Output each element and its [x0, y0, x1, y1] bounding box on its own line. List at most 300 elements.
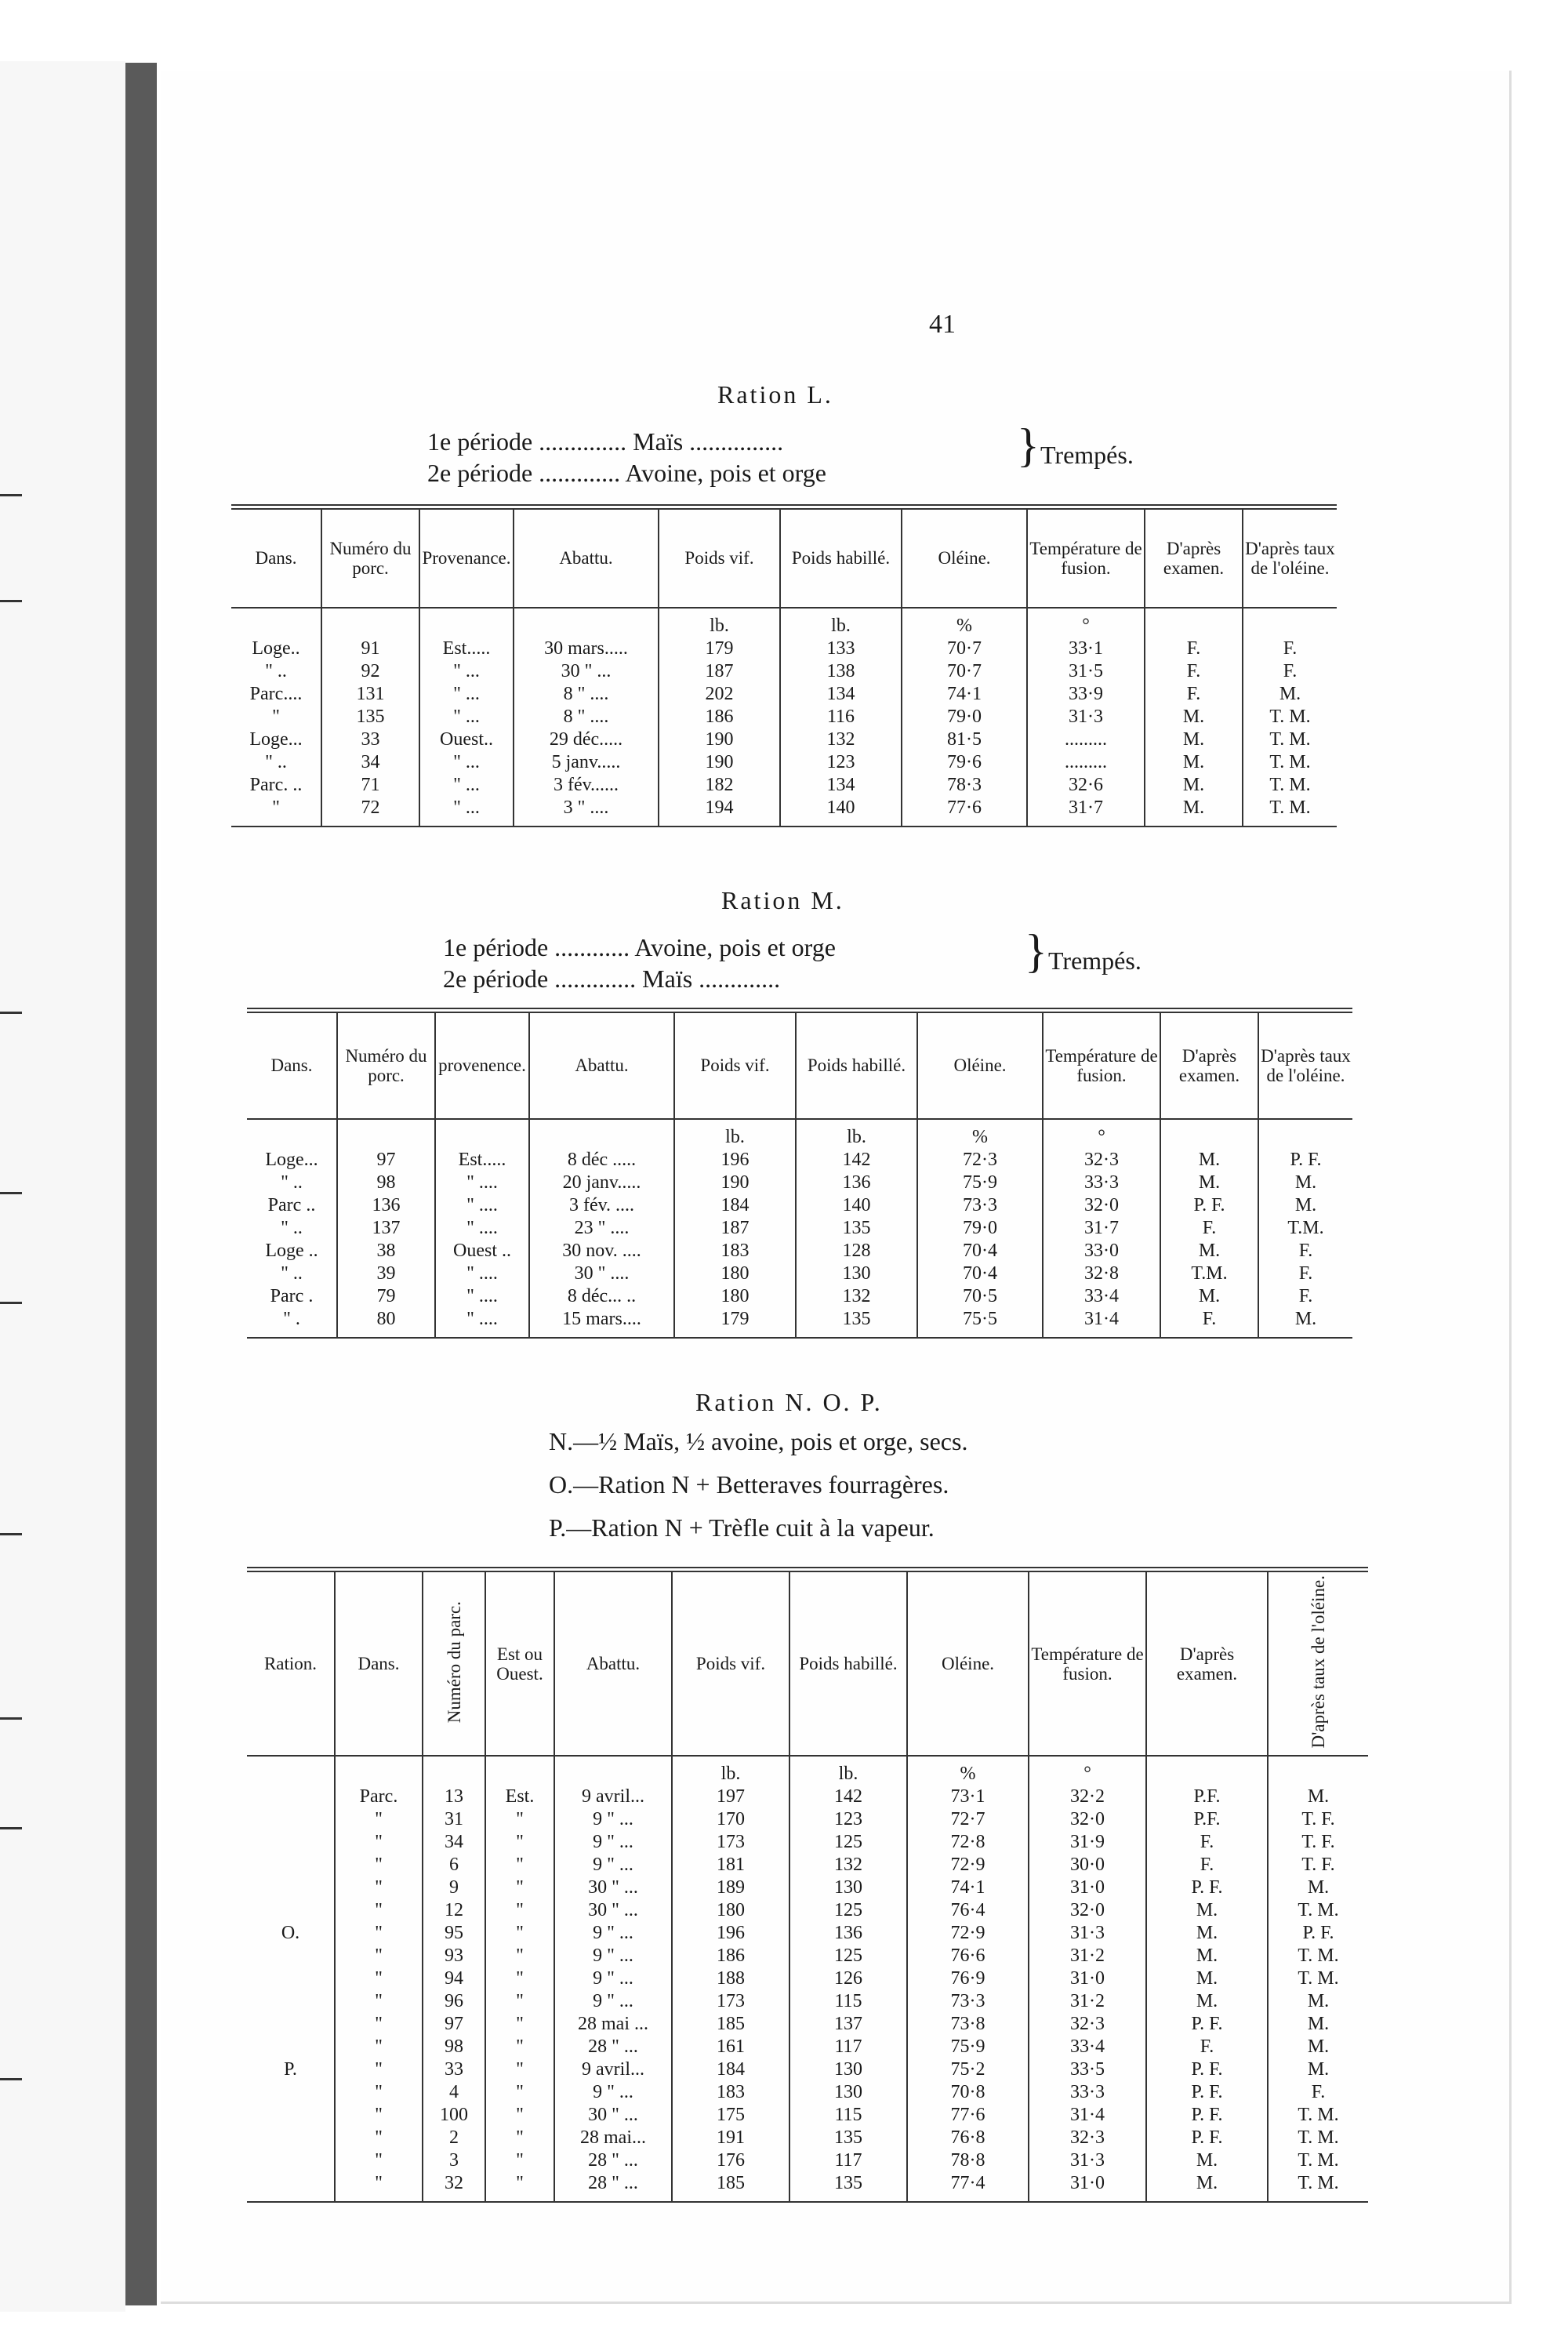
table-cell: 32·0: [1029, 1808, 1146, 1831]
table-cell: T.M.: [1258, 1217, 1352, 1240]
unit-cell: [247, 1756, 335, 1786]
table-cell: 70·7: [902, 660, 1027, 683]
table-cell: 72·3: [917, 1149, 1043, 1172]
table-cell: 76·9: [907, 1967, 1029, 1990]
ration-m-treatment: Trempés.: [1048, 946, 1142, 975]
table-cell: .........: [1027, 751, 1145, 774]
table-cell: Est.....: [435, 1149, 529, 1172]
table-cell: 77·6: [907, 2104, 1029, 2127]
table-row: [247, 1263, 1352, 1285]
unit-cell: [419, 608, 514, 638]
table-cell: P. F.: [1146, 2058, 1268, 2081]
table-cell: " ...: [419, 751, 514, 774]
table-cell: 135: [789, 2172, 907, 2202]
table-cell: 75·9: [907, 2036, 1029, 2058]
table-cell: 32·0: [1029, 1899, 1146, 1922]
ration-m-period-1: [443, 933, 836, 962]
table-cell: 125: [789, 1899, 907, 1922]
table-row: [231, 683, 1337, 706]
table-row: [247, 2149, 1368, 2172]
ration-l-table: [231, 504, 1337, 827]
table-cell: Loge..: [252, 638, 300, 659]
column-header: Poids vif.: [659, 507, 780, 608]
table-cell: 31·4: [1029, 2104, 1146, 2127]
table-cell: F.: [1145, 660, 1243, 683]
table-cell: [247, 2013, 335, 2036]
table-cell: ": [335, 2058, 423, 2081]
table-cell: .........: [1027, 728, 1145, 751]
table-cell: 31: [423, 1808, 485, 1831]
unit-cell: [1145, 608, 1243, 638]
table-cell: 9 " ...: [554, 1831, 672, 1854]
unit-cell: lb.: [789, 1756, 907, 1786]
table-cell: 32·3: [1029, 2013, 1146, 2036]
unit-cell: lb.: [796, 1119, 917, 1149]
table-cell: 34: [423, 1831, 485, 1854]
units-row: [247, 1756, 1368, 1786]
period-feed: Maïs: [633, 427, 684, 456]
table-cell: T. F.: [1268, 1808, 1368, 1831]
table-cell: [247, 2104, 335, 2127]
table-cell: 13: [423, 1786, 485, 1808]
table-cell: 95: [423, 1922, 485, 1945]
table-row: [247, 2036, 1368, 2058]
table-cell: M.: [1145, 728, 1243, 751]
table-cell: ": [485, 1808, 554, 1831]
table-cell: 12: [423, 1899, 485, 1922]
table-cell: 100: [423, 2104, 485, 2127]
table-cell: 70·8: [907, 2081, 1029, 2104]
column-header: Provenance.: [419, 507, 514, 608]
table-cell: M.: [1160, 1240, 1258, 1263]
table-cell: T. M.: [1268, 2104, 1368, 2127]
unit-cell: [423, 1756, 485, 1786]
table-cell: " ..: [281, 1172, 303, 1193]
table-cell: 116: [780, 706, 902, 728]
table-cell: 32·8: [1043, 1263, 1160, 1285]
table-cell: 72: [321, 797, 419, 827]
table-row: [231, 706, 1337, 728]
table-cell: T. M.: [1268, 2127, 1368, 2149]
unit-cell: lb.: [674, 1119, 796, 1149]
table-cell: 126: [789, 1967, 907, 1990]
table-cell: M.: [1268, 1877, 1368, 1899]
table-cell: 135: [321, 706, 419, 728]
table-cell: [247, 1899, 335, 1922]
table-cell: 30 " ...: [554, 2104, 672, 2127]
table-cell: ": [335, 1967, 423, 1990]
table-cell: ": [485, 2081, 554, 2104]
unit-cell: %: [902, 608, 1027, 638]
table-cell: ": [272, 706, 280, 727]
table-cell: 117: [789, 2036, 907, 2058]
table-cell: [247, 1786, 335, 1808]
ration-nop-title: Ration N. O. P.: [695, 1388, 883, 1416]
table-cell: 78·3: [902, 774, 1027, 797]
column-header: D'après examen.: [1160, 1011, 1258, 1119]
table-cell: 187: [674, 1217, 796, 1240]
table-cell: ": [485, 2149, 554, 2172]
table-cell: 8 déc .....: [529, 1149, 674, 1172]
table-cell: 194: [659, 797, 780, 827]
table-cell: [247, 2127, 335, 2149]
table-cell: 9 " ...: [554, 1808, 672, 1831]
table-row: [231, 660, 1337, 683]
dot-leader: ...............: [689, 427, 784, 456]
table-cell: 30 " ...: [554, 1899, 672, 1922]
table-cell: Ouest..: [419, 728, 514, 751]
table-cell: T. F.: [1268, 1854, 1368, 1877]
table-cell: M.: [1146, 1967, 1268, 1990]
column-header: D'après taux de l'oléine.: [1243, 507, 1337, 608]
table-cell: 32·6: [1027, 774, 1145, 797]
table-cell: F.: [1145, 638, 1243, 660]
table-row: [247, 2081, 1368, 2104]
unit-cell: °: [1029, 1756, 1146, 1786]
table-cell: 9 " ...: [554, 1967, 672, 1990]
column-header: D'après taux de l'oléine.: [1258, 1011, 1352, 1119]
table-cell: M.: [1145, 706, 1243, 728]
table-cell: M.: [1258, 1308, 1352, 1338]
table-cell: ": [485, 2127, 554, 2149]
table-row: [247, 1877, 1368, 1899]
table-cell: 173: [672, 1990, 789, 2013]
table-cell: 32·0: [1043, 1194, 1160, 1217]
table-cell: 137: [789, 2013, 907, 2036]
table-cell: 130: [789, 2081, 907, 2104]
table-cell: 179: [674, 1308, 796, 1338]
table-cell: [247, 2172, 335, 2202]
table-cell: 31·3: [1027, 706, 1145, 728]
table-cell: F.: [1146, 1854, 1268, 1877]
table-cell: 138: [780, 660, 902, 683]
ration-l-period-2: [427, 459, 826, 488]
previous-page-rule: [0, 1533, 22, 1535]
unit-cell: [321, 608, 419, 638]
table-cell: 74·1: [907, 1877, 1029, 1899]
table-cell: 79·0: [917, 1217, 1043, 1240]
table-cell: M.: [1145, 774, 1243, 797]
table-cell: M.: [1146, 2172, 1268, 2202]
table-cell: 79·0: [902, 706, 1027, 728]
period-label: 2e période: [427, 459, 533, 487]
table-cell: [247, 1854, 335, 1877]
table-cell: M.: [1160, 1149, 1258, 1172]
table-row: [247, 1831, 1368, 1854]
table-cell: 134: [780, 774, 902, 797]
column-header: provenence.: [435, 1011, 529, 1119]
table-cell: 31·7: [1027, 797, 1145, 827]
table-cell: F.: [1258, 1240, 1352, 1263]
table-cell: " ....: [435, 1172, 529, 1194]
table-cell: " ..: [281, 1263, 303, 1284]
brace: }: [1017, 420, 1040, 471]
unit-cell: °: [1027, 608, 1145, 638]
table-cell: 72·7: [907, 1808, 1029, 1831]
table-cell: [247, 1945, 335, 1967]
table-cell: 73·3: [907, 1990, 1029, 2013]
table-cell: M.: [1258, 1172, 1352, 1194]
table-row: [247, 1240, 1352, 1263]
table-cell: 180: [674, 1263, 796, 1285]
table-cell: ": [485, 2104, 554, 2127]
table-cell: 70·4: [917, 1263, 1043, 1285]
table-cell: 39: [337, 1263, 435, 1285]
table-cell: M.: [1160, 1285, 1258, 1308]
table-cell: 3 fév. ....: [529, 1194, 674, 1217]
table-cell: M.: [1268, 2058, 1368, 2081]
column-header: Numéro du porc.: [321, 507, 419, 608]
table-cell: 123: [789, 1808, 907, 1831]
table-cell: 81·5: [902, 728, 1027, 751]
table-cell: 76·8: [907, 2127, 1029, 2149]
column-header: Poids habillé.: [780, 507, 902, 608]
table-row: [231, 797, 1337, 827]
table-row: [247, 1899, 1368, 1922]
table-cell: F.: [1268, 2081, 1368, 2104]
dot-leader: ..............: [539, 427, 627, 456]
table-cell: F.: [1160, 1217, 1258, 1240]
table-cell: 188: [672, 1967, 789, 1990]
table-cell: [247, 1808, 335, 1831]
table-cell: 196: [674, 1149, 796, 1172]
table-cell: ": [335, 2013, 423, 2036]
table-cell: " ...: [419, 706, 514, 728]
table-cell: F.: [1258, 1285, 1352, 1308]
table-row: [247, 1967, 1368, 1990]
dot-leader: .............: [554, 965, 637, 993]
table-cell: 185: [672, 2172, 789, 2202]
table-cell: 97: [337, 1149, 435, 1172]
table-cell: 73·8: [907, 2013, 1029, 2036]
column-header: Est ou Ouest.: [485, 1570, 554, 1757]
table-cell: 3 " ....: [514, 797, 659, 827]
table-cell: Loge...: [249, 728, 303, 750]
table-cell: ": [485, 2036, 554, 2058]
table-cell: 3: [423, 2149, 485, 2172]
table-cell: ": [335, 1831, 423, 1854]
table-cell: 72·9: [907, 1922, 1029, 1945]
column-header: Abattu.: [554, 1570, 672, 1757]
ration-l-period-1: [427, 427, 783, 456]
table-cell: 185: [672, 2013, 789, 2036]
table-cell: M.: [1146, 1899, 1268, 1922]
table-cell: 131: [321, 683, 419, 706]
unit-cell: [1243, 608, 1337, 638]
table-cell: 31·9: [1029, 1831, 1146, 1854]
table-cell: ": [335, 2149, 423, 2172]
table-cell: 180: [672, 1899, 789, 1922]
table-cell: M.: [1145, 751, 1243, 774]
table-cell: 77·4: [907, 2172, 1029, 2202]
table-cell: T. F.: [1268, 1831, 1368, 1854]
table-cell: T. M.: [1243, 706, 1337, 728]
ration-l-title: Ration L.: [717, 380, 833, 409]
table-row: [247, 2058, 1368, 2081]
table-cell: P. F.: [1146, 2127, 1268, 2149]
table-cell: [247, 1877, 335, 1899]
table-cell: P. F.: [1258, 1149, 1352, 1172]
column-header: Oléine.: [917, 1011, 1043, 1119]
table-cell: 33: [423, 2058, 485, 2081]
table-cell: ": [335, 1899, 423, 1922]
previous-page-rule: [0, 600, 22, 602]
table-cell: 189: [672, 1877, 789, 1899]
period-feed: Avoine, pois et orge: [634, 933, 836, 961]
unit-cell: [1258, 1119, 1352, 1149]
table-cell: 31·3: [1029, 2149, 1146, 2172]
dot-leader: .............: [539, 459, 621, 487]
table-cell: M.: [1258, 1194, 1352, 1217]
table-cell: 117: [789, 2149, 907, 2172]
table-cell: 70·5: [917, 1285, 1043, 1308]
table-cell: 115: [789, 2104, 907, 2127]
table-cell: ": [485, 1831, 554, 1854]
table-cell: 92: [321, 660, 419, 683]
table-cell: 128: [796, 1240, 917, 1263]
table-cell: ": [485, 1990, 554, 2013]
table-cell: Parc.: [335, 1786, 423, 1808]
table-cell: 175: [672, 2104, 789, 2127]
table-cell: 125: [789, 1831, 907, 1854]
table-cell: 134: [780, 683, 902, 706]
table-cell: 28 " ...: [554, 2036, 672, 2058]
ration-m-title: Ration M.: [721, 886, 844, 914]
table-cell: ": [485, 1967, 554, 1990]
table-cell: ": [231, 797, 321, 827]
table-cell: 30 " ...: [514, 660, 659, 683]
column-header: Dans.: [231, 507, 321, 608]
table-cell: 32·3: [1029, 2127, 1146, 2149]
table-cell: T. M.: [1243, 774, 1337, 797]
column-header: Numéro du porc.: [337, 1011, 435, 1119]
table-cell: 77·6: [902, 797, 1027, 827]
column-header: D'après examen.: [1146, 1570, 1268, 1757]
previous-page-rule: [0, 1827, 22, 1829]
table-cell: M.: [1268, 2013, 1368, 2036]
table-cell: 31·4: [1043, 1308, 1160, 1338]
table-cell: ": [485, 2172, 554, 2202]
table-cell: Loge...: [265, 1149, 318, 1170]
table-cell: T. M.: [1243, 797, 1337, 827]
table-cell: 196: [672, 1922, 789, 1945]
unit-cell: [554, 1756, 672, 1786]
table-cell: P.F.: [1146, 1786, 1268, 1808]
table-cell: 78·8: [907, 2149, 1029, 2172]
table-row: [247, 2172, 1368, 2202]
table-cell: 33·4: [1043, 1285, 1160, 1308]
table-cell: " ....: [435, 1285, 529, 1308]
table-cell: Parc .: [270, 1285, 314, 1306]
table-cell: 31·2: [1029, 1945, 1146, 1967]
table-cell: 173: [672, 1831, 789, 1854]
table-cell: 30 nov. ....: [529, 1240, 674, 1263]
table-cell: 94: [423, 1967, 485, 1990]
table-cell: 140: [780, 797, 902, 827]
period-feed: Maïs: [642, 965, 693, 993]
table-cell: 9: [423, 1877, 485, 1899]
table-cell: M.: [1268, 1990, 1368, 2013]
table-row: [247, 1217, 1352, 1240]
table-cell: 9 " ...: [554, 1922, 672, 1945]
table-cell: F.: [1243, 638, 1337, 660]
column-header-text: Numéro du parc.: [444, 1600, 464, 1723]
table-cell: 135: [796, 1217, 917, 1240]
table-cell: T. M.: [1268, 1967, 1368, 1990]
table-cell: 80: [337, 1308, 435, 1338]
table-cell: T. M.: [1268, 1899, 1368, 1922]
table-cell: [247, 2036, 335, 2058]
table-cell: [247, 1831, 335, 1854]
table-row: [247, 1854, 1368, 1877]
table-cell: 79·6: [902, 751, 1027, 774]
table-cell: P. F.: [1146, 2104, 1268, 2127]
table-cell: 70·4: [917, 1240, 1043, 1263]
column-header: Dans.: [247, 1011, 337, 1119]
table-cell: 31·3: [1029, 1922, 1146, 1945]
table-cell: 38: [337, 1240, 435, 1263]
table-row: [231, 774, 1337, 797]
table-cell: " ....: [435, 1263, 529, 1285]
table-cell: " ....: [435, 1217, 529, 1240]
table-cell: 31·0: [1029, 1967, 1146, 1990]
previous-page-fragment: [0, 61, 125, 2312]
table-cell: 187: [659, 660, 780, 683]
table-cell: M.: [1268, 1786, 1368, 1808]
table-cell: 32·3: [1043, 1149, 1160, 1172]
previous-page-rule: [0, 1012, 22, 1014]
table-cell: 20 janv.....: [529, 1172, 674, 1194]
table-row: [247, 1308, 1352, 1338]
table-cell: ": [335, 1922, 423, 1945]
period-label: 2e période: [443, 965, 549, 993]
table-cell: 71: [321, 774, 419, 797]
table-cell: 142: [796, 1149, 917, 1172]
table-cell: " ...: [419, 660, 514, 683]
table-cell: 191: [672, 2127, 789, 2149]
table-row: [247, 1922, 1368, 1945]
table-cell: ": [335, 1945, 423, 1967]
table-cell: ": [485, 2058, 554, 2081]
table-cell: P.: [284, 2059, 297, 2080]
table-row: [247, 1149, 1352, 1172]
period-feed: Avoine, pois et orge: [625, 459, 826, 487]
table-cell: 115: [789, 1990, 907, 2013]
table-cell: ": [335, 1990, 423, 2013]
table-cell: 32·2: [1029, 1786, 1146, 1808]
period-label: 1e période: [443, 933, 549, 961]
table-cell: T. M.: [1268, 2149, 1368, 2172]
table-row: [247, 2127, 1368, 2149]
table-cell: 28 " ...: [554, 2149, 672, 2172]
table-cell: 33·0: [1043, 1240, 1160, 1263]
table-cell: 123: [780, 751, 902, 774]
ration-n-description: N.—½ Maïs, ½ avoine, pois et orge, secs.: [549, 1427, 968, 1455]
column-header: Ration.: [247, 1570, 335, 1757]
table-cell: 31·2: [1029, 1990, 1146, 2013]
table-cell: 190: [659, 728, 780, 751]
table-row: [247, 1194, 1352, 1217]
table-cell: O.: [281, 1923, 300, 1944]
table-cell: 125: [789, 1945, 907, 1967]
table-cell: 197: [672, 1786, 789, 1808]
table-cell: 30 mars.....: [514, 638, 659, 660]
table-cell: [247, 2149, 335, 2172]
unit-cell: %: [917, 1119, 1043, 1149]
unit-cell: lb.: [672, 1756, 789, 1786]
table-row: [231, 638, 1337, 660]
table-cell: M.: [1145, 797, 1243, 827]
